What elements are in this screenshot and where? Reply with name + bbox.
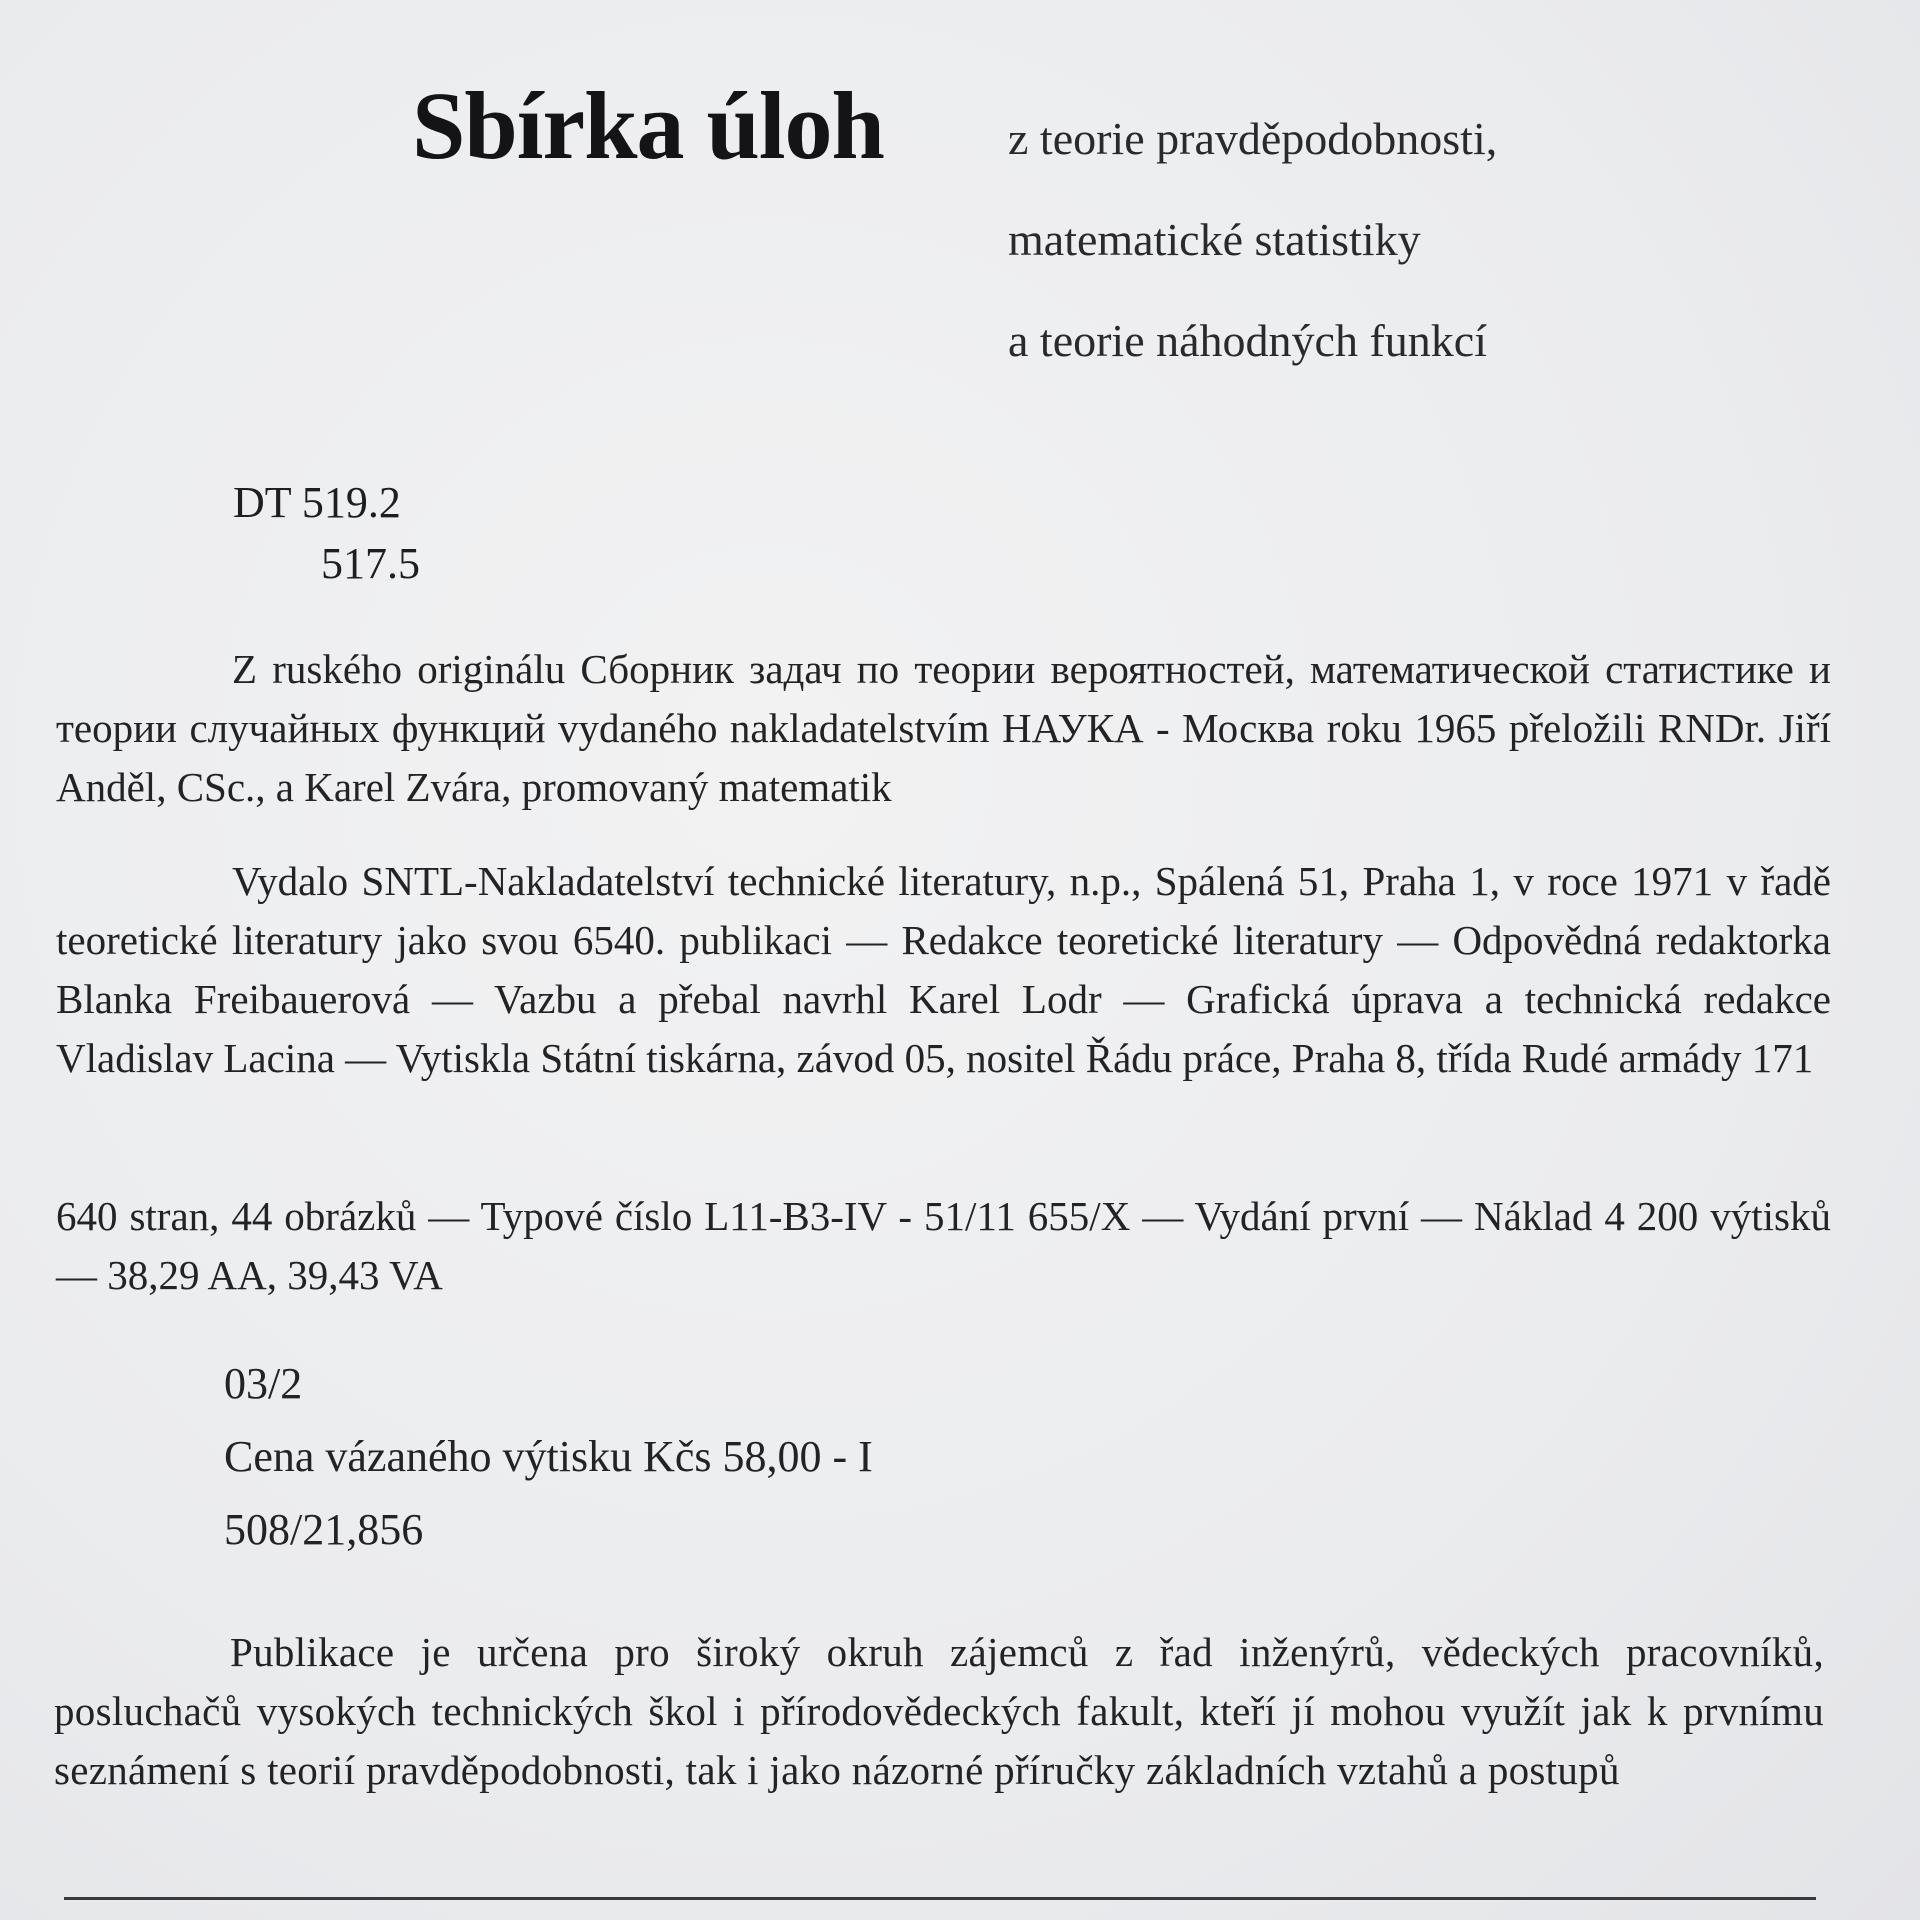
specs-text: 640 stran, 44 obrázků — Typové číslo L11-B3-IV - 51/11 655/X — Vydání první — Náklad 4 200 výtisků — 38,29 AA, 39,43 VA <box>56 1193 1831 1298</box>
publisher-text: Vydalo SNTL-Nakladatelství technické literatury, n.p., Spálená 51, Praha 1, v roce 1971 v řadě teoretické literatury jako svou 6540. publikaci — Redakce teoretické literatury — Odpovědná redaktorka Blanka Freibauerová — Vazbu a přebal navrhl Karel Lodr — Grafická úprava a technická redakce Vladislav Lacina — Vytiskla Státní tiskárna, závod 05, nositel Řádu práce, Praha 8, třída Rudé armády 171 <box>56 858 1831 1081</box>
subtitle-line-3: a teorie náhodných funkcí <box>1008 315 1487 366</box>
publisher-paragraph <box>56 852 1831 1088</box>
translation-text: Z ruského originálu Сборник задач по теории вероятностей, математической статистике и теории случайных функций vydaného nakladatelstvím НАУКА - Москва roku 1965 přeložili RNDr. Jiří Anděl, CSc., a Karel Zvára, promovaný matematik <box>56 646 1831 810</box>
classification-code <box>233 472 420 594</box>
info-code: 03/2 <box>224 1359 303 1408</box>
info-number: 508/21,856 <box>224 1505 424 1554</box>
price-info <box>224 1347 873 1566</box>
subtitle-line-1: z teorie pravděpodobnosti, <box>1008 113 1498 164</box>
classification-line-2: 517.5 <box>321 539 420 588</box>
audience-text: Publikace je určena pro široký okruh zájemců z řad inženýrů, vědeckých pracovníků, posluchačů vysokých technických škol i přírodovědeckých fakult, kteří jí mohou využít jak k prvnímu seznámení s teorií pravděpodobnosti, tak i jako názorné příručky základních vztahů a postupů <box>54 1629 1824 1793</box>
specs-paragraph <box>56 1187 1831 1305</box>
classification-line-1: DT 519.2 <box>233 478 401 527</box>
info-price: Cena vázaného výtisku Kčs 58,00 - I <box>224 1432 873 1481</box>
book-title: Sbírka úloh <box>412 72 884 179</box>
book-subtitle <box>1008 88 1497 391</box>
audience-paragraph <box>54 1623 1824 1800</box>
bottom-divider <box>64 1897 1816 1900</box>
subtitle-line-2: matematické statistiky <box>1008 214 1421 265</box>
translation-paragraph <box>56 640 1831 817</box>
